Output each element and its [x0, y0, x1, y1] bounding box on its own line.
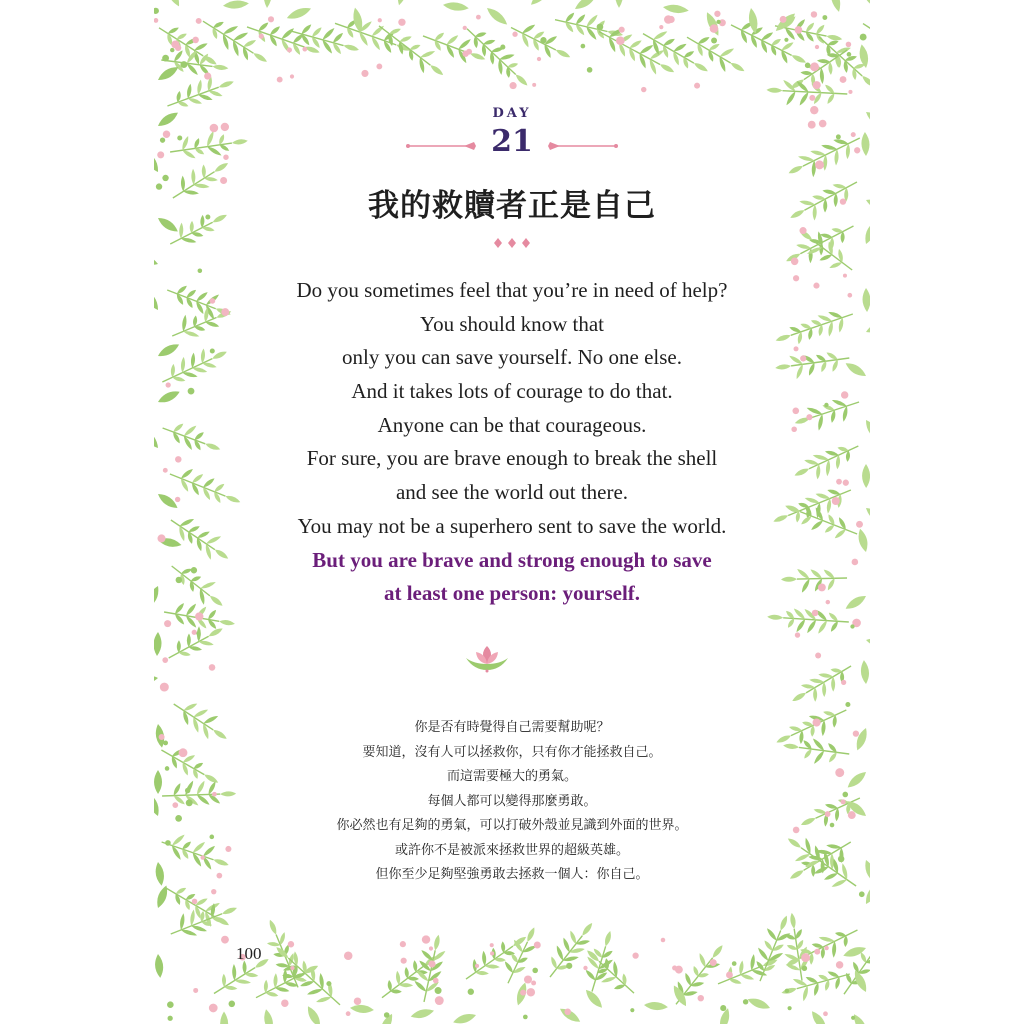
chinese-line: 要知道，沒有人可以拯救你，只有你才能拯救自己。: [362, 744, 662, 760]
english-line: Anyone can be that courageous.: [377, 412, 647, 437]
english-line: only you can save yourself. No one else.: [342, 345, 682, 370]
diamond-row-icon: [472, 236, 552, 250]
chinese-line: 或許你不是被派來拯救世界的超級英雄。: [394, 842, 629, 858]
english-line: For sure, you are brave enough to break the shell: [306, 446, 718, 471]
chinese-line: 你是否有時覺得自己需要幫助呢？: [414, 720, 610, 735]
chinese-passage: [154, 716, 870, 888]
chinese-line: 而這需要極大的勇氣。: [446, 769, 577, 784]
chinese-line: 每個人都可以變得那麼勇敢。: [427, 793, 597, 809]
book-page: [154, 0, 870, 1024]
english-emphasis-line: at least one person: yourself.: [383, 581, 641, 606]
page-number: 100: [236, 944, 262, 963]
chinese-line: 但你至少足夠堅強勇敢去拯救一個人：你自己。: [375, 867, 649, 882]
day-label: DAY: [492, 106, 532, 121]
lotus-icon: [460, 642, 514, 674]
english-line: You should know that: [420, 311, 604, 336]
english-passage: [154, 274, 870, 611]
day-number: 21: [491, 124, 533, 159]
english-line: And it takes lots of courage to do that.: [351, 379, 673, 404]
chinese-line: 你必然也有足夠的勇氣，可以打破外殼並見識到外面的世界。: [336, 818, 688, 833]
english-emphasis-line: But you are brave and strong enough to save: [312, 547, 712, 572]
english-line: Do you sometimes feel that you’re in need of help?: [296, 278, 728, 302]
page-title: 我的救贖者正是自己: [368, 188, 656, 224]
english-line: You may not be a superhero sent to save the world.: [297, 513, 727, 538]
english-line: and see the world out there.: [395, 480, 629, 505]
